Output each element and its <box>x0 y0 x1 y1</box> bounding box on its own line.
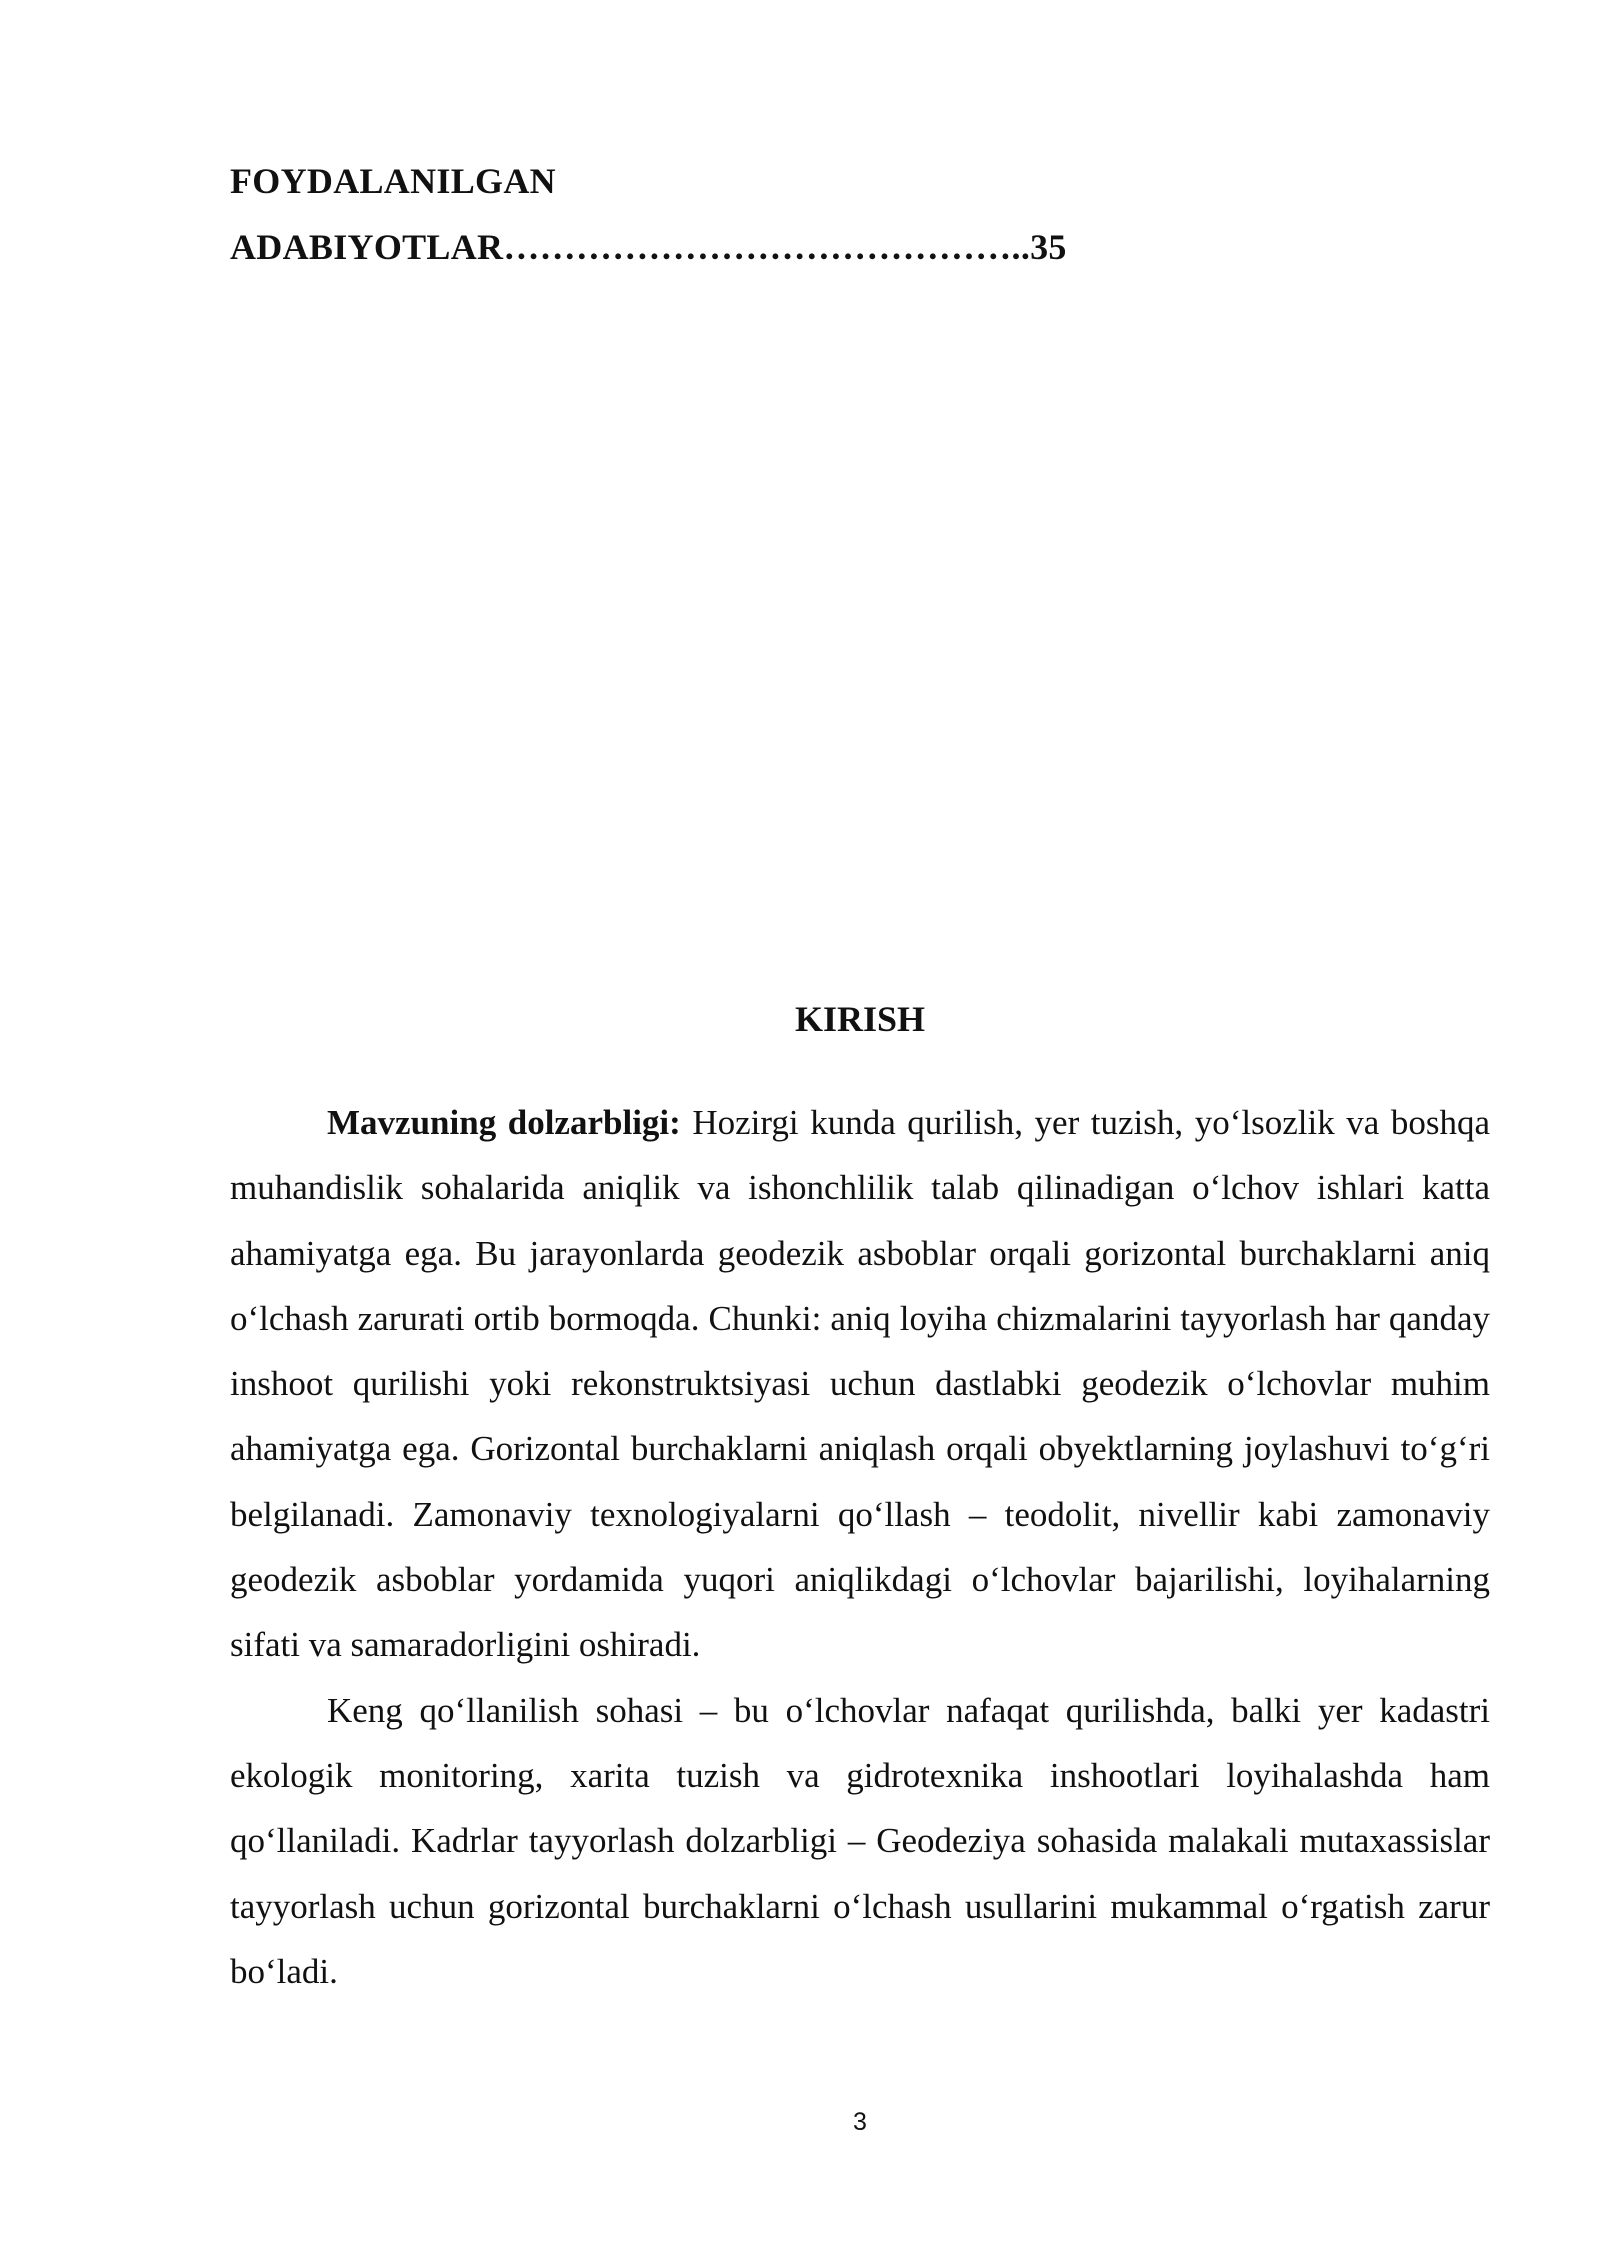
paragraph-application <box>230 1678 1490 2004</box>
body-text <box>230 1090 1490 2004</box>
toc-entry-line-2: ADABIYOTLAR……………………………………..35 <box>230 227 1067 267</box>
paragraph-text: Hozirgi kunda qurilish, yer tuzish, yoʻlsozlik va boshqa muhandislik sohalarida aniqlik va ishonchlilik talab qilinadigan oʻlchov ishlari katta ahamiyatga ega. Bu jarayonlarda geodezik asboblar orqali gorizontal burchaklarni aniq oʻlchash zarurati ortib bormoqda. Chunki: aniq loyiha chizmalarini tayyorlash har qanday inshoot qurilishi yoki rekonstruktsiyasi uchun dastlabki geodezik oʻlchovlar muhim ahamiyatga ega. Gorizontal burchaklarni aniqlash orqali obyektlarning joylashuvi toʻgʻri belgilanadi. Zamonaviy texnologiyalarni qoʻllash – teodolit, nivellir kabi zamonaviy geodezik asboblar yordamida yuqori aniqlikdagi oʻlchovlar bajarilishi, loyihalarning sifati va samaradorligini oshiradi. <box>230 1103 1491 1665</box>
paragraph-text: Keng qoʻllanilish sohasi – bu oʻlchovlar nafaqat qurilishda, balki yer kadastri ekologik monitoring, xarita tuzish va gidrotexnika inshootlari loyihalashda ham qoʻllaniladi. Kadrlar tayyorlash dolzarbligi – Geodeziya sohasida malakali mutaxassislar tayyorlash uchun gorizontal burchaklarni oʻlchash usullarini mukammal oʻrgatish zarur boʻladi. <box>230 1690 1490 1991</box>
section-title: KIRISH <box>794 999 926 1039</box>
toc-entry-references <box>230 148 1490 280</box>
page-number: 3 <box>853 2108 867 2136</box>
toc-entry-line-1: FOYDALANILGAN <box>230 161 556 201</box>
paragraph-relevance <box>230 1090 1490 1678</box>
paragraph-lead: Mavzuning dolzarbligi: <box>327 1103 681 1142</box>
